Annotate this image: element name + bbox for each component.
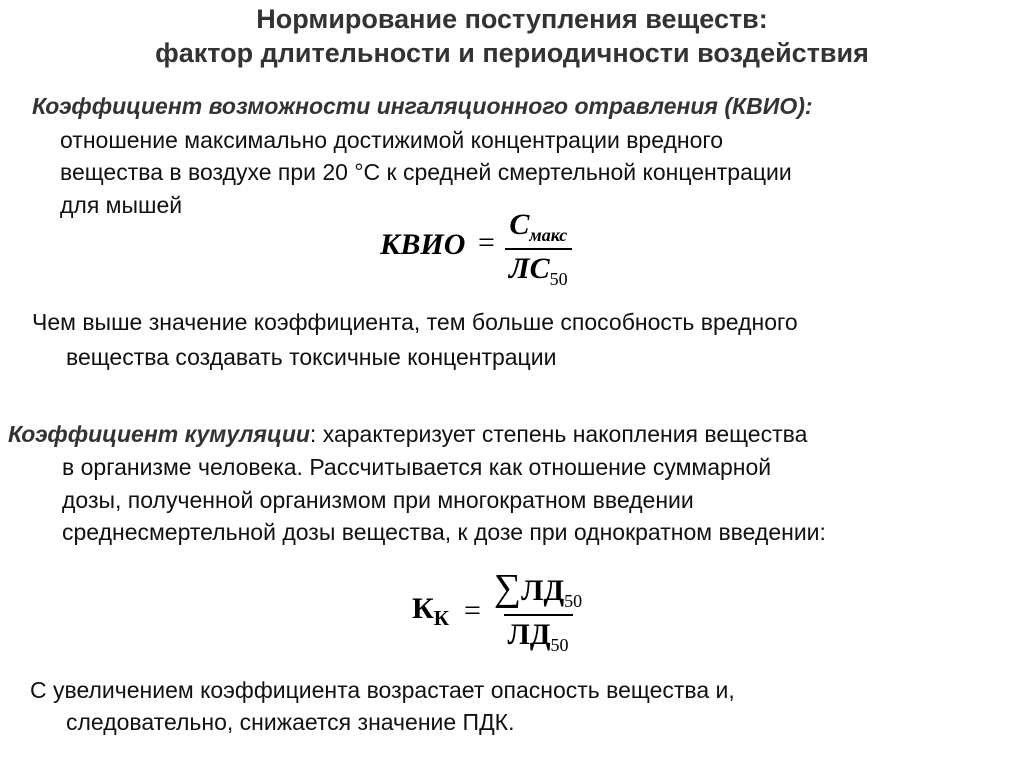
formula-equals: =: [464, 594, 481, 627]
kk-def-line: дозы, полученной организмом при многократном введении: [62, 487, 694, 513]
slide-title-line1: Нормирование поступления веществ:: [256, 4, 768, 34]
formula-lhs: $К_К$: [412, 592, 449, 630]
kvio-def-line: для мышей: [60, 192, 183, 218]
slide-title-line2: фактор длительности и периодичности воздействия: [155, 38, 869, 68]
kvio-def-line: вещества в воздухе при 20 °С к средней смертельной концентрации: [60, 159, 792, 185]
kk-def-line: среднесмертельной дозы вещества, к дозе при однократном введении:: [62, 519, 826, 545]
kk-note-line: С увеличением коэффициента возрастает опасность вещества и,: [30, 677, 735, 703]
kvio-note-line: Чем выше значение коэффициента, тем больше способность вредного: [32, 309, 798, 335]
kk-first-line: Коэффициент кумуляции: характеризует степень накопления вещества: [8, 421, 808, 447]
formula-denominator: $ЛC_{50}$: [505, 248, 572, 290]
sum-icon: ∑: [494, 567, 522, 609]
formula-numerator: $\sum ЛД_{50}$: [494, 567, 583, 611]
kk-def-line: в организме человека. Рассчитывается как отношение суммарной: [62, 454, 772, 480]
formula-equals: =: [478, 226, 495, 259]
formula-lhs: КВИО: [380, 228, 466, 261]
formula-denominator: $ЛД_{50}$: [504, 614, 573, 656]
kvio-note-line: вещества создавать токсичные концентрации: [66, 344, 557, 370]
kvio-term: Коэффициент возможности ингаляционного отравления (КВИО):: [32, 93, 813, 119]
kk-term: Коэффициент кумуляции: [8, 421, 310, 447]
kk-note-line: следовательно, снижается значение ПДК.: [66, 709, 515, 735]
formula-numerator: $C_{макс}$: [509, 208, 568, 245]
kvio-def-line: отношение максимально достижимой концентрации вредного: [60, 127, 724, 153]
